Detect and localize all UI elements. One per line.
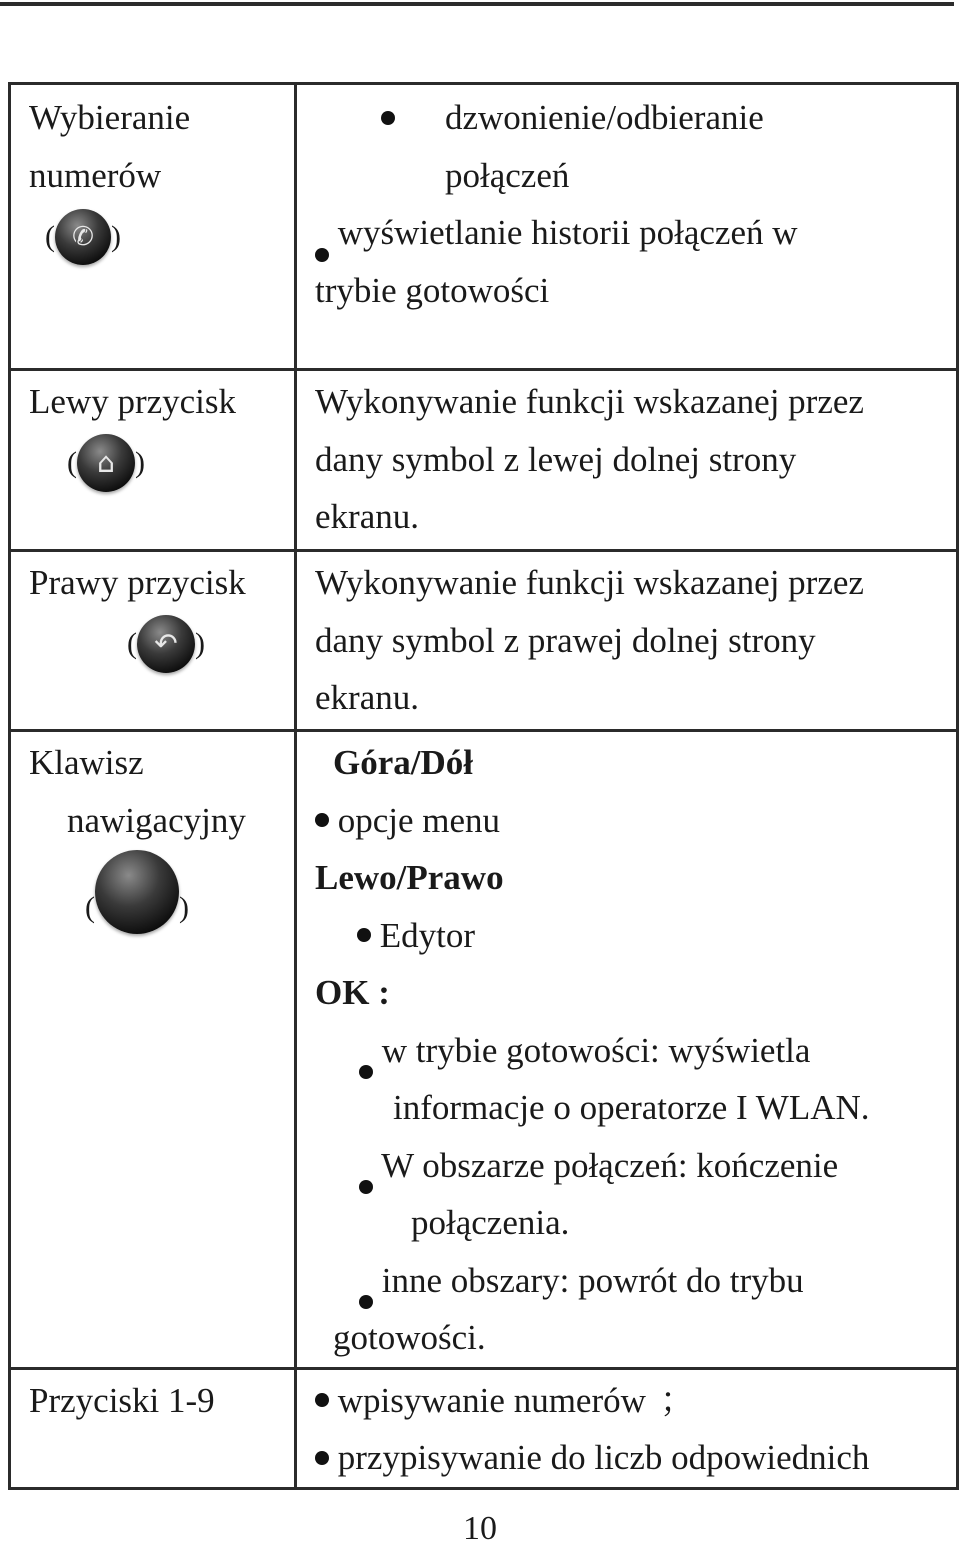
key-label: numerów bbox=[29, 156, 162, 195]
desc-word: gotowości: bbox=[506, 1030, 660, 1070]
table-row bbox=[10, 84, 958, 370]
desc-word: obszarze bbox=[422, 1145, 545, 1185]
desc-word: funkcji bbox=[525, 563, 625, 602]
desc-word: powrót bbox=[578, 1260, 678, 1300]
key-label: przycisk bbox=[117, 382, 237, 421]
desc-text: informacje o operatorze I WLAN. bbox=[393, 1088, 870, 1127]
desc-heading: Góra/Dół bbox=[333, 743, 473, 782]
desc-word: funkcji bbox=[525, 382, 625, 421]
bullet-icon bbox=[359, 1180, 373, 1194]
top-rule bbox=[0, 2, 954, 6]
key-name-cell: Lewy przycisk ( ⌂ ) bbox=[10, 370, 296, 551]
key-name-cell: Klawisz nawigacyjny ( ) bbox=[10, 731, 296, 1369]
bullet-icon bbox=[315, 1393, 329, 1407]
desc-text: wpisywanie numerów bbox=[337, 1380, 646, 1420]
table-row bbox=[10, 370, 958, 551]
desc-word: symbol bbox=[391, 620, 495, 660]
key-description-cell bbox=[296, 84, 958, 370]
key-label: Lewy bbox=[29, 382, 109, 421]
desc-word: dolnej bbox=[612, 439, 700, 479]
desc-word: trybu bbox=[729, 1260, 804, 1300]
key-description-cell bbox=[296, 370, 958, 551]
desc-word: przez bbox=[788, 382, 864, 421]
desc-text: ekranu. bbox=[315, 497, 419, 536]
desc-word: dolnej bbox=[631, 620, 720, 660]
home-icon: ⌂ bbox=[77, 434, 135, 492]
desc-text: ekranu. bbox=[315, 678, 419, 717]
desc-word: dany bbox=[315, 620, 384, 660]
desc-word: w bbox=[772, 213, 798, 252]
desc-word: w bbox=[381, 1030, 408, 1070]
desc-word: wyświetla bbox=[668, 1030, 811, 1070]
key-label: Prawy bbox=[29, 563, 119, 602]
key-description-cell bbox=[296, 1368, 958, 1488]
desc-heading: OK : bbox=[315, 973, 390, 1012]
key-name-cell: Wybieranie numerów ( ✆ ) bbox=[10, 84, 296, 370]
desc-text: gotowości. bbox=[333, 1318, 486, 1357]
desc-word: symbol bbox=[391, 439, 495, 479]
desc-word: W bbox=[381, 1145, 414, 1185]
key-description-cell bbox=[296, 551, 958, 731]
desc-word: inne bbox=[381, 1260, 443, 1300]
desc-word: obszary: bbox=[450, 1260, 570, 1300]
desc-word: prawej bbox=[527, 620, 624, 660]
separator-text: ； bbox=[659, 1380, 695, 1420]
desc-word: z bbox=[503, 439, 520, 479]
bullet-icon bbox=[315, 813, 329, 827]
bullet-icon bbox=[359, 1065, 373, 1079]
desc-word: wyświetlanie bbox=[337, 213, 523, 252]
call-icon: ✆ bbox=[55, 209, 111, 265]
desc-text: Edytor bbox=[379, 915, 476, 955]
desc-text: opcje menu bbox=[337, 800, 501, 840]
keys-table bbox=[8, 82, 959, 1490]
desc-word: połączeń bbox=[639, 213, 764, 252]
desc-word: strony bbox=[708, 439, 797, 479]
desc-word: przez bbox=[788, 563, 864, 602]
desc-word: połączeń: bbox=[553, 1145, 688, 1185]
page-number: 10 bbox=[463, 1510, 497, 1547]
navigation-key-icon bbox=[95, 850, 179, 934]
desc-word: historii bbox=[531, 213, 631, 252]
bullet-icon bbox=[381, 111, 395, 125]
key-name-cell: Prawy przycisk ( ↶ ) bbox=[10, 551, 296, 731]
desc-heading: Lewo/Prawo bbox=[315, 858, 504, 897]
key-description-cell bbox=[296, 731, 958, 1369]
bullet-icon bbox=[357, 928, 371, 942]
bullet-icon bbox=[315, 248, 329, 262]
desc-word: Wykonywanie bbox=[315, 382, 518, 421]
desc-word: strony bbox=[728, 620, 816, 660]
desc-text: połączenia. bbox=[411, 1203, 570, 1242]
desc-text: połączeń bbox=[445, 155, 570, 195]
key-label: przycisk bbox=[127, 563, 246, 602]
desc-word: kończenie bbox=[696, 1145, 839, 1185]
key-label: nawigacyjny bbox=[67, 801, 246, 840]
desc-word: do bbox=[686, 1260, 721, 1300]
key-label: Wybieranie bbox=[29, 98, 191, 137]
table-row bbox=[10, 1368, 958, 1488]
table-row bbox=[10, 551, 958, 731]
desc-word: wskazanej bbox=[633, 382, 780, 421]
desc-word: trybie bbox=[415, 1030, 498, 1070]
desc-word: z bbox=[503, 620, 520, 660]
desc-text: przypisywanie do liczb odpowiednich bbox=[337, 1438, 870, 1477]
table-row bbox=[10, 731, 958, 1369]
desc-word: lewej bbox=[527, 439, 604, 479]
desc-text: trybie gotowości bbox=[315, 270, 550, 310]
desc-word: Wykonywanie bbox=[315, 563, 518, 602]
bullet-icon bbox=[359, 1295, 373, 1309]
desc-word: dany bbox=[315, 439, 384, 479]
key-name-cell bbox=[10, 1368, 296, 1488]
key-label: Przyciski 1-9 bbox=[29, 1380, 215, 1420]
bullet-icon bbox=[315, 1451, 329, 1465]
desc-word: wskazanej bbox=[633, 563, 780, 602]
key-label: Klawisz bbox=[29, 743, 144, 782]
desc-text: dzwonienie/odbieranie bbox=[445, 98, 764, 137]
back-icon: ↶ bbox=[137, 615, 195, 673]
